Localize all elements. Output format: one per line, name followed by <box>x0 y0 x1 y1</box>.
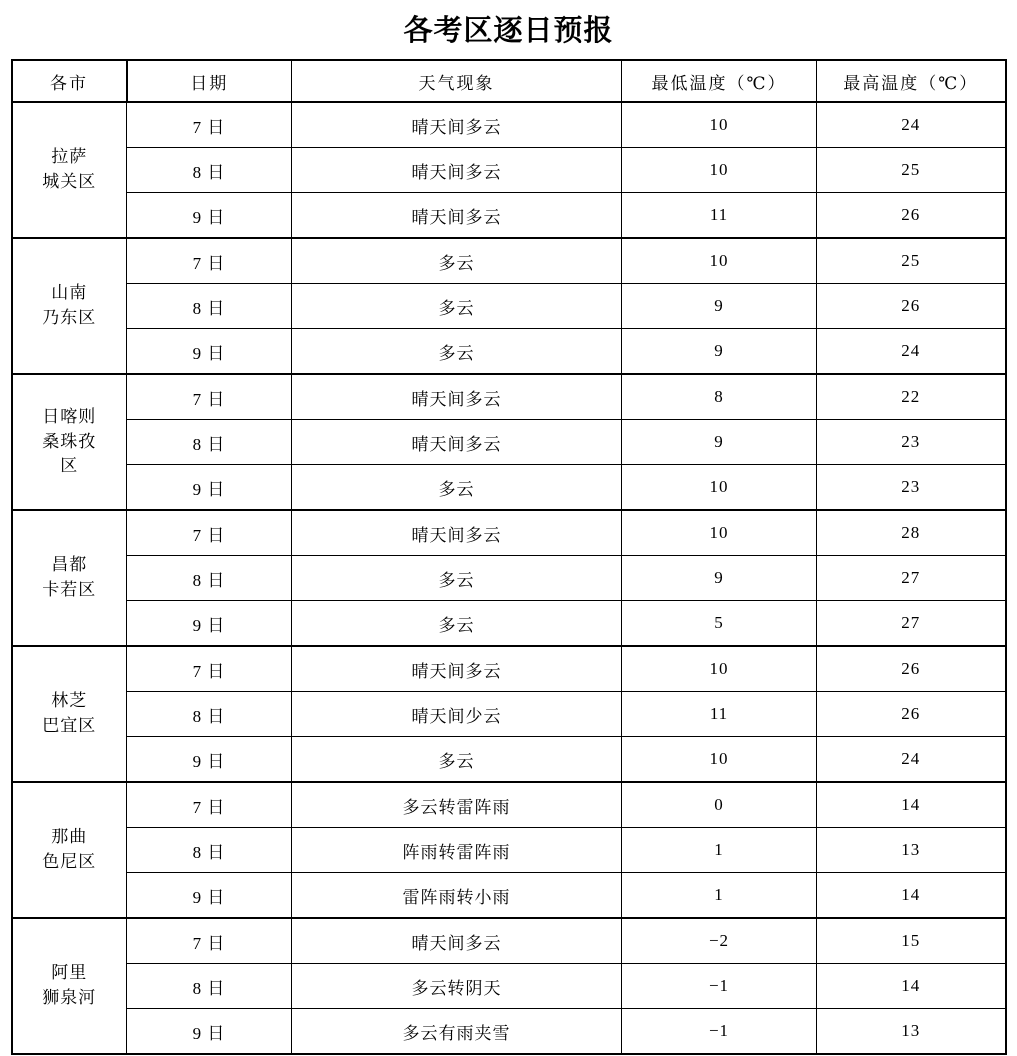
date-cell: 9 日 <box>127 873 292 919</box>
table-row <box>12 873 1006 919</box>
city-cell: 那曲 色尼区 <box>12 782 127 918</box>
date-cell: 7 日 <box>127 510 292 556</box>
min-temp-cell: 11 <box>622 193 817 239</box>
max-temp-cell: 23 <box>817 420 1006 465</box>
city-cell: 昌都 卡若区 <box>12 510 127 646</box>
table-row <box>12 964 1006 1009</box>
table-row <box>12 102 1006 148</box>
date-cell: 9 日 <box>127 601 292 647</box>
table-row <box>12 465 1006 511</box>
max-temp-cell: 28 <box>817 510 1006 556</box>
date-cell: 7 日 <box>127 102 292 148</box>
table-row <box>12 1009 1006 1055</box>
date-cell: 7 日 <box>127 238 292 284</box>
weather-condition-cell: 多云转雷阵雨 <box>292 782 622 828</box>
weather-condition-cell: 多云 <box>292 737 622 783</box>
column-header-condition: 天气现象 <box>292 60 622 102</box>
max-temp-cell: 24 <box>817 329 1006 375</box>
weather-condition-cell: 晴天间多云 <box>292 918 622 964</box>
weather-condition-cell: 晴天间多云 <box>292 102 622 148</box>
weather-condition-cell: 多云 <box>292 329 622 375</box>
weather-condition-cell: 雷阵雨转小雨 <box>292 873 622 919</box>
min-temp-cell: 10 <box>622 148 817 193</box>
table-row <box>12 828 1006 873</box>
min-temp-cell: 8 <box>622 374 817 420</box>
date-cell: 8 日 <box>127 692 292 737</box>
table-row <box>12 601 1006 647</box>
weather-condition-cell: 晴天间多云 <box>292 193 622 239</box>
table-row <box>12 692 1006 737</box>
weather-condition-cell: 晴天间多云 <box>292 510 622 556</box>
weather-condition-cell: 多云 <box>292 465 622 511</box>
table-row <box>12 284 1006 329</box>
min-temp-cell: 1 <box>622 873 817 919</box>
table-row <box>12 329 1006 375</box>
max-temp-cell: 27 <box>817 601 1006 647</box>
date-cell: 8 日 <box>127 420 292 465</box>
page-title: 各考区逐日预报 <box>403 15 614 47</box>
max-temp-cell: 24 <box>817 102 1006 148</box>
city-cell: 林芝 巴宜区 <box>12 646 127 782</box>
table-row <box>12 646 1006 692</box>
min-temp-cell: 10 <box>622 646 817 692</box>
min-temp-cell: 11 <box>622 692 817 737</box>
column-header-city: 各市 <box>12 60 127 102</box>
column-header-date: 日期 <box>127 60 292 102</box>
weather-condition-cell: 阵雨转雷阵雨 <box>292 828 622 873</box>
date-cell: 8 日 <box>127 964 292 1009</box>
weather-condition-cell: 多云转阴天 <box>292 964 622 1009</box>
table-row <box>12 374 1006 420</box>
min-temp-cell: 1 <box>622 828 817 873</box>
date-cell: 9 日 <box>127 465 292 511</box>
weather-condition-cell: 多云 <box>292 284 622 329</box>
table-body <box>12 102 1006 1054</box>
min-temp-cell: 10 <box>622 737 817 783</box>
date-cell: 8 日 <box>127 148 292 193</box>
column-header-min-temp: 最低温度（℃） <box>622 60 817 102</box>
max-temp-cell: 14 <box>817 964 1006 1009</box>
table-header-row <box>12 60 1006 102</box>
min-temp-cell: −1 <box>622 1009 817 1055</box>
date-cell: 7 日 <box>127 782 292 828</box>
date-cell: 9 日 <box>127 329 292 375</box>
date-cell: 8 日 <box>127 284 292 329</box>
min-temp-cell: −1 <box>622 964 817 1009</box>
min-temp-cell: 10 <box>622 465 817 511</box>
max-temp-cell: 26 <box>817 692 1006 737</box>
city-cell: 山南 乃东区 <box>12 238 127 374</box>
table-row <box>12 737 1006 783</box>
weather-condition-cell: 多云 <box>292 556 622 601</box>
weather-condition-cell: 晴天间少云 <box>292 692 622 737</box>
table-row <box>12 420 1006 465</box>
date-cell: 7 日 <box>127 374 292 420</box>
max-temp-cell: 13 <box>817 828 1006 873</box>
min-temp-cell: 0 <box>622 782 817 828</box>
max-temp-cell: 13 <box>817 1009 1006 1055</box>
date-cell: 9 日 <box>127 1009 292 1055</box>
max-temp-cell: 26 <box>817 284 1006 329</box>
min-temp-cell: 5 <box>622 601 817 647</box>
date-cell: 8 日 <box>127 828 292 873</box>
table-row <box>12 193 1006 239</box>
max-temp-cell: 22 <box>817 374 1006 420</box>
min-temp-cell: 9 <box>622 329 817 375</box>
min-temp-cell: 10 <box>622 510 817 556</box>
table-row <box>12 238 1006 284</box>
date-cell: 9 日 <box>127 737 292 783</box>
table-row <box>12 556 1006 601</box>
min-temp-cell: −2 <box>622 918 817 964</box>
max-temp-cell: 26 <box>817 646 1006 692</box>
table-row <box>12 510 1006 556</box>
min-temp-cell: 9 <box>622 284 817 329</box>
date-cell: 7 日 <box>127 918 292 964</box>
min-temp-cell: 9 <box>622 420 817 465</box>
forecast-table <box>11 59 1007 1055</box>
table-row <box>12 148 1006 193</box>
weather-condition-cell: 晴天间多云 <box>292 374 622 420</box>
date-cell: 9 日 <box>127 193 292 239</box>
max-temp-cell: 14 <box>817 782 1006 828</box>
max-temp-cell: 26 <box>817 193 1006 239</box>
date-cell: 8 日 <box>127 556 292 601</box>
city-cell: 拉萨 城关区 <box>12 102 127 238</box>
max-temp-cell: 24 <box>817 737 1006 783</box>
date-cell: 7 日 <box>127 646 292 692</box>
min-temp-cell: 9 <box>622 556 817 601</box>
weather-condition-cell: 晴天间多云 <box>292 148 622 193</box>
max-temp-cell: 27 <box>817 556 1006 601</box>
max-temp-cell: 14 <box>817 873 1006 919</box>
weather-condition-cell: 晴天间多云 <box>292 646 622 692</box>
city-cell: 阿里 狮泉河 <box>12 918 127 1054</box>
max-temp-cell: 23 <box>817 465 1006 511</box>
table-row <box>12 782 1006 828</box>
weather-condition-cell: 多云有雨夹雪 <box>292 1009 622 1055</box>
column-header-max-temp: 最高温度（℃） <box>817 60 1006 102</box>
weather-condition-cell: 多云 <box>292 601 622 647</box>
min-temp-cell: 10 <box>622 238 817 284</box>
max-temp-cell: 25 <box>817 238 1006 284</box>
city-cell: 日喀则 桑珠孜 区 <box>12 374 127 510</box>
table-header <box>12 60 1006 102</box>
max-temp-cell: 25 <box>817 148 1006 193</box>
max-temp-cell: 15 <box>817 918 1006 964</box>
weather-condition-cell: 晴天间多云 <box>292 420 622 465</box>
min-temp-cell: 10 <box>622 102 817 148</box>
weather-condition-cell: 多云 <box>292 238 622 284</box>
table-row <box>12 918 1006 964</box>
